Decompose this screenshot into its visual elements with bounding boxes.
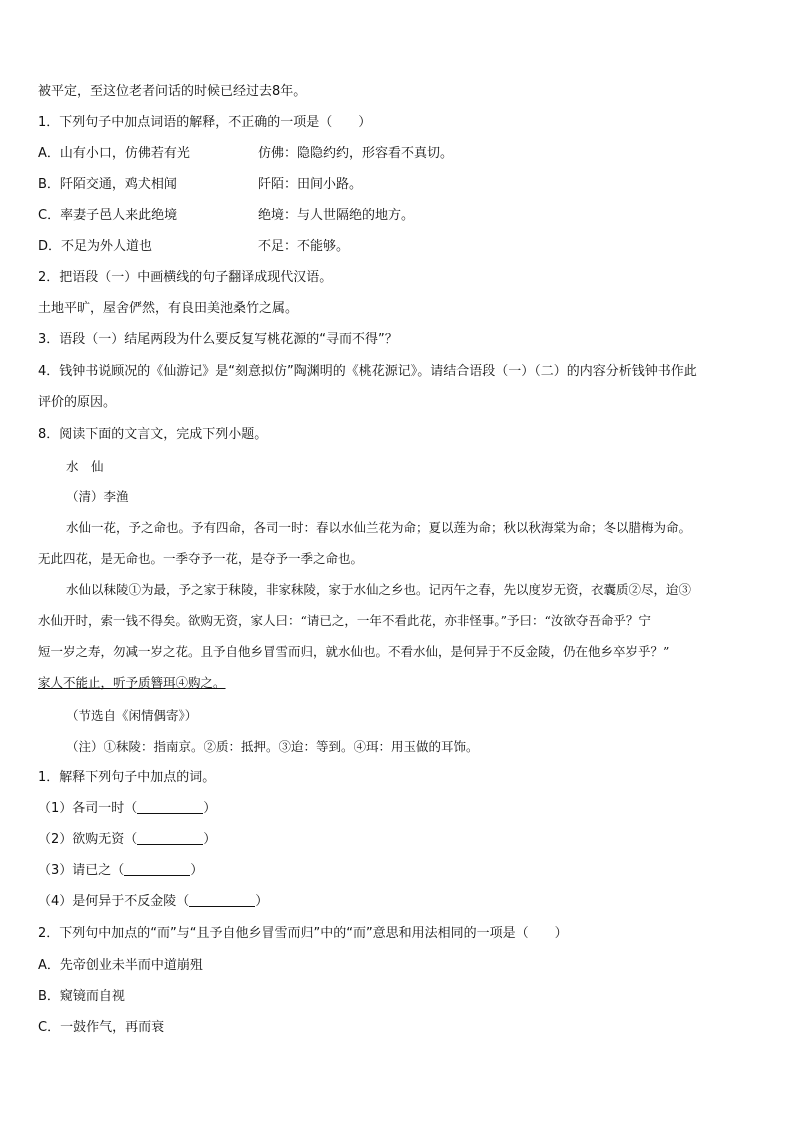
option-explanation: 不足：不能够。	[258, 239, 350, 254]
answer-blank[interactable]	[124, 863, 190, 876]
answer-blank[interactable]	[137, 832, 203, 845]
option-explanation: 阡陌：田间小路。	[258, 177, 363, 192]
choice-c: C．一鼓作气，再而衰	[38, 1020, 165, 1035]
question-2: 2．把语段（一）中画横线的句子翻译成现代汉语。	[38, 270, 333, 285]
fill-item	[38, 831, 216, 849]
option-b	[38, 176, 362, 194]
option-sentence: A．山有小口，仿佛若有光	[38, 146, 190, 161]
option-d	[38, 238, 349, 256]
fill-item	[38, 800, 216, 818]
fill-item-text: （1）各司一时（	[38, 801, 138, 816]
fill-item-text: （2）欲购无资（	[38, 832, 138, 847]
answer-blank[interactable]	[189, 894, 255, 907]
sub-question-1: 1．解释下列句子中加点的词。	[38, 770, 216, 785]
option-explanation: 仿佛：隐隐约约，形容看不真切。	[258, 146, 454, 161]
passage-line: 水仙以秣陵①为最，予之家于秣陵，非家秣陵，家于水仙之乡也。记丙午之春，先以度岁无资，衣囊质②尽，迨③	[66, 582, 692, 597]
fill-item-close: ）	[203, 832, 217, 847]
choice-a: A．先帝创业未半而中道崩殂	[38, 958, 203, 973]
answer-blank[interactable]	[137, 801, 203, 814]
text-line: 被平定，至这位老者问话的时候已经过去8年。	[38, 84, 307, 99]
option-a	[38, 145, 453, 163]
fill-item	[38, 893, 268, 911]
passage-author: （清）李渔	[66, 489, 129, 504]
option-sentence: D．不足为外人道也	[38, 239, 153, 254]
fill-item-close: ）	[190, 863, 204, 878]
option-sentence: B．阡陌交通，鸡犬相闻	[38, 177, 177, 192]
passage-source: （节选自《闲情偶寄》）	[66, 708, 198, 723]
question-1: 1．下列句子中加点词语的解释，不正确的一项是（ ）	[38, 115, 372, 130]
passage-line: 水仙一花，予之命也。予有四命，各司一时：春以水仙兰花为命；夏以莲为命；秋以秋海棠为命；冬以腊梅为命。	[66, 520, 692, 535]
fill-item-close: ）	[203, 801, 217, 816]
fill-item	[38, 862, 203, 880]
question-3: 3．语段（一）结尾两段为什么要反复写桃花源的“寻而不得”？	[38, 332, 398, 347]
passage-line-underlined: 家人不能止，听予质簪珥④购之。	[38, 675, 226, 690]
option-sentence: C．率妻子邑人来此绝境	[38, 208, 178, 223]
question-8-heading: 8．阅读下面的文言文，完成下列小题。	[38, 427, 268, 442]
underlined-sentence: 土地平旷，屋舍俨然，有良田美池桑竹之属。	[38, 301, 299, 316]
option-c	[38, 207, 414, 225]
choice-b: B．窥镜而自视	[38, 989, 125, 1004]
passage-notes: （注）①秣陵：指南京。②质：抵押。③迨：等到。④珥：用玉做的耳饰。	[66, 739, 479, 754]
passage-line: 无此四花，是无命也。一季夺予一花，是夺予一季之命也。	[38, 551, 364, 566]
question-4-cont: 评价的原因。	[38, 395, 117, 410]
fill-item-text: （3）请已之（	[38, 863, 125, 878]
question-4: 4．钱钟书说顾况的《仙游记》是“刻意拟仿”陶渊明的《桃花源记》。请结合语段（一）（二）的内容分析钱钟书作此	[38, 364, 697, 379]
passage-title: 水 仙	[66, 459, 104, 474]
fill-item-text: （4）是何异于不反金陵（	[38, 894, 190, 909]
sub-question-2: 2．下列句中加点的“而”与“且予自他乡冒雪而归”中的“而”意思和用法相同的一项是（ ）	[38, 926, 568, 941]
option-explanation: 绝境：与人世隔绝的地方。	[258, 208, 415, 223]
fill-item-close: ）	[255, 894, 269, 909]
passage-line: 短一岁之寿，勿减一岁之花。且予自他乡冒雪而归，就水仙也。不看水仙，是何异于不反金陵，仍在他乡卒岁乎？”	[38, 644, 670, 659]
passage-line: 水仙开时，索一钱不得矣。欲购无资，家人曰：“请已之，一年不看此花，亦非怪事。”予曰：“汝欲夺吾命乎？宁	[38, 613, 651, 628]
